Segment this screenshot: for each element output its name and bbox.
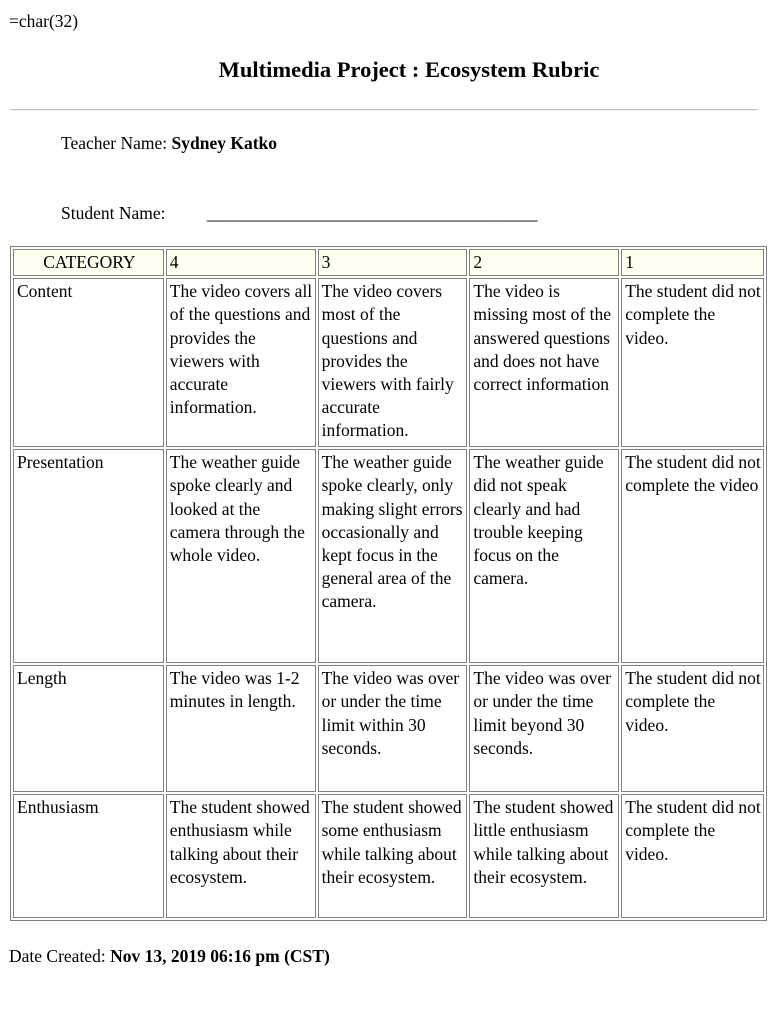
criteria-cell: The video is missing most of the answered questions and does not have correct information xyxy=(469,278,619,447)
criteria-cell: The student showed some enthusiasm while talking about their ecosystem. xyxy=(318,794,468,918)
rubric-table-container xyxy=(10,246,767,921)
criteria-cell: The student showed little enthusiasm while talking about their ecosystem. xyxy=(469,794,619,918)
rubric-row-enthusiasm xyxy=(13,794,764,918)
date-created-label: Date Created: xyxy=(9,946,106,966)
criteria-cell: The video was over or under the time limit beyond 30 seconds. xyxy=(469,665,619,792)
teacher-name-line xyxy=(61,133,277,154)
criteria-cell: The video was over or under the time limit within 30 seconds. xyxy=(318,665,468,792)
category-cell: Length xyxy=(13,665,164,792)
criteria-cell: The student showed enthusiasm while talking about their ecosystem. xyxy=(166,794,316,918)
criteria-cell: The video covers all of the questions and provides the viewers with accurate information. xyxy=(166,278,316,447)
rubric-table xyxy=(10,246,767,921)
criteria-cell: The student did not complete the video. xyxy=(621,794,764,918)
category-cell: Enthusiasm xyxy=(13,794,164,918)
criteria-cell: The video covers most of the questions and provides the viewers with fairly accurate information. xyxy=(318,278,468,447)
rubric-header-row xyxy=(13,249,764,276)
rubric-row-presentation xyxy=(13,449,764,663)
header-score-4: 4 xyxy=(166,249,316,276)
student-name-line xyxy=(61,203,537,224)
category-cell: Content xyxy=(13,278,164,447)
timezone-label: (CST) xyxy=(284,946,330,966)
header-score-3: 3 xyxy=(318,249,468,276)
top-code-text: =char(32) xyxy=(9,11,79,31)
student-name-blank: ________________________________________ xyxy=(207,203,537,223)
header-score-1: 1 xyxy=(621,249,764,276)
criteria-cell: The video was 1-2 minutes in length. xyxy=(166,665,316,792)
rubric-row-length xyxy=(13,665,764,792)
teacher-name-value: Sydney Katko xyxy=(171,133,278,153)
header-category: CATEGORY xyxy=(13,249,164,276)
criteria-cell: The student did not complete the video. xyxy=(621,665,764,792)
date-created-value: Nov 13, 2019 06:16 pm xyxy=(110,946,280,966)
date-created-line xyxy=(9,946,330,967)
criteria-cell: The student did not complete the video. xyxy=(621,278,764,447)
header-score-2: 2 xyxy=(469,249,619,276)
title-divider xyxy=(11,109,757,111)
criteria-cell: The weather guide did not speak clearly and had trouble keeping focus on the camera. xyxy=(469,449,619,663)
criteria-cell: The weather guide spoke clearly, only making slight errors occasionally and kept focus in the general area of the camera. xyxy=(318,449,468,663)
category-cell: Presentation xyxy=(13,449,164,663)
rubric-row-content xyxy=(13,278,764,447)
criteria-cell: The student did not complete the video xyxy=(621,449,764,663)
student-name-label: Student Name: xyxy=(61,203,166,223)
teacher-name-label: Teacher Name: xyxy=(61,133,168,153)
page-title: Multimedia Project : Ecosystem Rubric xyxy=(218,57,600,82)
criteria-cell: The weather guide spoke clearly and looked at the camera through the whole video. xyxy=(166,449,316,663)
